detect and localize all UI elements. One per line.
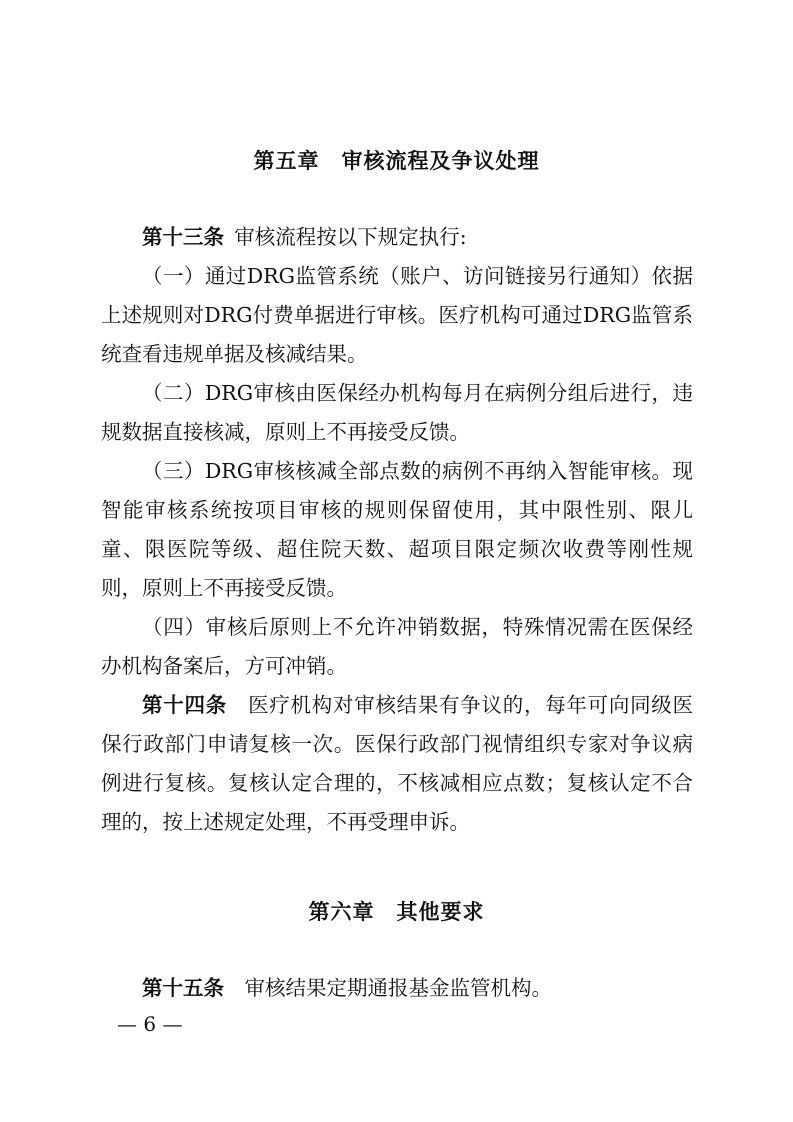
- chapter-6-heading: 第六章 其他要求: [308, 900, 485, 924]
- article-13-item-1: （一）通过DRG监管系统（账户、访问链接另行通知）依据上述规则对DRG付费单据进行审核。医疗机构可通过DRG监管系统查看违规单据及核减结果。: [101, 264, 693, 366]
- chapter-5-heading: 第五章 审核流程及争议处理: [253, 149, 540, 173]
- article-13-label: 第十三条: [142, 225, 224, 249]
- page-number: — 6 —: [117, 1012, 183, 1036]
- article-14: [101, 686, 693, 842]
- article-13-item-4: （四）审核后原则上不允许冲销数据，特殊情况需在医保经办机构备案后，方可冲销。: [101, 615, 693, 678]
- article-13-text: 审核流程按以下规定执行:: [234, 225, 467, 249]
- article-15-label: 第十五条: [142, 976, 224, 1000]
- article-13-item-3: （三）DRG审核核减全部点数的病例不再纳入智能审核。现智能审核系统按项目审核的规则保留使用，其中限性别、限儿童、限医院等级、超住院天数、超项目限定频次收费等刚性规则，原则上不再接受反馈。: [101, 459, 693, 600]
- article-13-item-2: （二）DRG审核由医保经办机构每月在病例分组后进行，违规数据直接核减，原则上不再接受反馈。: [101, 381, 693, 444]
- article-15-text: 审核结果定期通报基金监管机构。: [244, 976, 552, 1000]
- article-13-intro: [101, 218, 693, 257]
- article-14-label: 第十四条: [142, 693, 227, 717]
- article-15: [101, 969, 693, 1008]
- article-14-text: 医疗机构对审核结果有争议的，每年可向同级医保行政部门申请复核一次。医保行政部门视情组织专家对争议病例进行复核。复核认定合理的，不核减相应点数；复核认定不合理的，按上述规定处理，不再受理申诉。: [101, 693, 694, 834]
